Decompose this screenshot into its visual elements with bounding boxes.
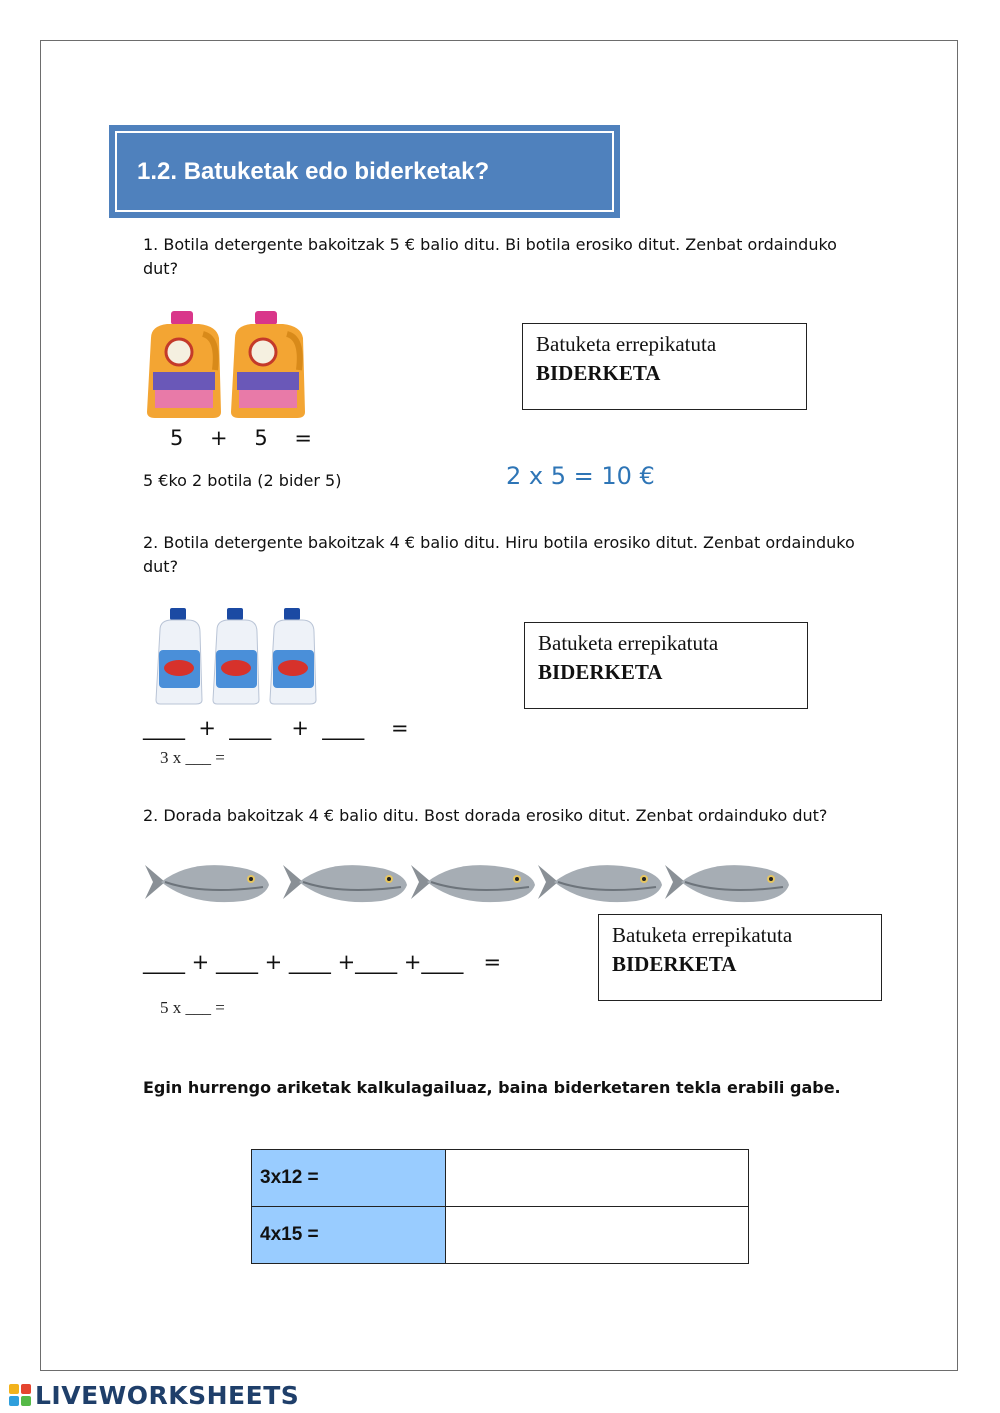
table-answer-cell[interactable] xyxy=(446,1207,749,1264)
white-blue-bleach-bottle-icon xyxy=(213,608,259,704)
answer-box-1-line2: BIDERKETA xyxy=(536,361,661,385)
fish-row xyxy=(143,855,793,910)
answer-box-3-line1: Batuketa errepikatuta xyxy=(612,923,793,947)
sea-bream-fish-icon xyxy=(538,865,662,902)
liveworksheets-logo xyxy=(8,1381,299,1409)
sea-bream-fish-icon xyxy=(411,865,535,902)
detergent-bottles-orange xyxy=(143,308,313,423)
white-blue-bleach-bottle-icon xyxy=(270,608,316,704)
table-expression: 4x15 = xyxy=(252,1207,446,1264)
sum-line-3[interactable]: ____ + ____ + ____ +____ +____ = xyxy=(143,950,502,974)
sum-line-2[interactable]: ____ + ____ + ____ = xyxy=(143,716,409,740)
question-1: 1. Botila detergente bakoitzak 5 € balio ditu. Bi botila erosiko ditut. Zenbat ordainduko dut? xyxy=(143,235,837,278)
answer-box-2-line2: BIDERKETA xyxy=(538,660,663,684)
table-row xyxy=(252,1207,749,1264)
hint-1: 5 €ko 2 botila (2 bider 5) xyxy=(143,471,342,490)
question-3: 2. Dorada bakoitzak 4 € balio ditu. Bost dorada erosiko ditut. Zenbat ordainduko dut? xyxy=(143,806,828,825)
answer-1: 2 x 5 = 10 € xyxy=(506,462,655,490)
mult-line-3[interactable]: 5 x ___ = xyxy=(160,998,225,1017)
answer-box-3 xyxy=(598,914,882,1001)
instruction-text: Egin hurrengo ariketak kalkulagailuaz, baina biderketaren tekla erabili gabe. xyxy=(143,1078,841,1097)
table-row xyxy=(252,1150,749,1207)
answer-box-2-line1: Batuketa errepikatuta xyxy=(538,631,719,655)
sea-bream-fish-icon xyxy=(145,865,269,902)
title-banner xyxy=(109,125,620,218)
sea-bream-fish-icon xyxy=(665,865,789,902)
answer-box-1-line1: Batuketa errepikatuta xyxy=(536,332,717,356)
bleach-bottles xyxy=(152,606,322,706)
brand-name: LIVEWORKSHEETS xyxy=(35,1380,300,1410)
answer-box-3-line2: BIDERKETA xyxy=(612,952,737,976)
answer-box-1 xyxy=(522,323,807,410)
white-blue-bleach-bottle-icon xyxy=(156,608,202,704)
table-answer-cell[interactable] xyxy=(446,1150,749,1207)
question-2: 2. Botila detergente bakoitzak 4 € balio ditu. Hiru botila erosiko ditut. Zenbat ordainduko dut? xyxy=(143,533,855,576)
answer-box-2 xyxy=(524,622,808,709)
page-title: 1.2. Batuketak edo biderketak? xyxy=(137,158,490,185)
table-expression: 3x12 = xyxy=(252,1150,446,1207)
calculation-table xyxy=(251,1149,749,1264)
orange-detergent-bottle-icon xyxy=(147,311,221,418)
orange-detergent-bottle-icon xyxy=(231,311,305,418)
sum-line-1: 5 + 5 = xyxy=(170,426,313,450)
sea-bream-fish-icon xyxy=(283,865,407,902)
mult-line-2[interactable]: 3 x ___ = xyxy=(160,748,225,767)
lws-logo-icon xyxy=(8,1383,32,1407)
